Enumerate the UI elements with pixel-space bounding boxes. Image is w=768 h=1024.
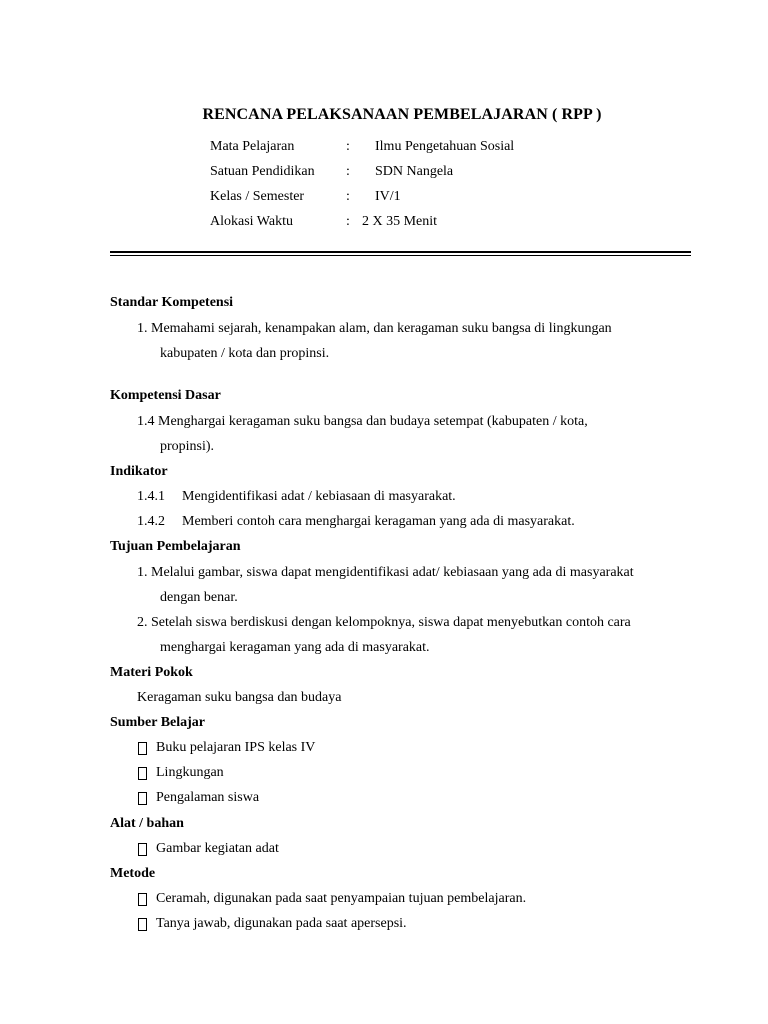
meta-value: 2 X 35 Menit [362, 214, 438, 229]
metode-item: Tanya jawab, digunakan pada saat apersepsi. [156, 916, 407, 931]
meta-table [210, 138, 610, 238]
section-heading-materi: Materi Pokok [110, 665, 193, 680]
meta-label: Mata Pelajaran [210, 139, 295, 154]
metode-item: Ceramah, digunakan pada saat penyampaian tujuan pembelajaran. [156, 891, 527, 906]
meta-row-class-semester [210, 188, 610, 213]
meta-value: SDN Nangela [375, 164, 454, 179]
bullet-icon [138, 742, 147, 755]
indikator-text: Memberi contoh cara menghargai keragaman yang ada di masyarakat. [182, 514, 575, 529]
meta-label: Alokasi Waktu [210, 214, 293, 229]
meta-colon: : [346, 214, 350, 229]
bullet-icon [138, 843, 147, 856]
indikator-text: Mengidentifikasi adat / kebiasaan di masyarakat. [182, 489, 456, 504]
indikator-number: 1.4.1 [137, 489, 165, 504]
tujuan-item-line: 1. Melalui gambar, siswa dapat mengidentifikasi adat/ kebiasaan yang ada di masyarakat [137, 565, 634, 580]
materi-text: Keragaman suku bangsa dan budaya [137, 690, 342, 705]
kompetensi-item-line: 1.4 Menghargai keragaman suku bangsa dan budaya setempat (kabupaten / kota, [137, 414, 588, 429]
indikator-number: 1.4.2 [137, 514, 165, 529]
section-heading-tujuan: Tujuan Pembelajaran [110, 539, 241, 554]
section-heading-kompetensi: Kompetensi Dasar [110, 388, 221, 403]
section-heading-standar: Standar Kompetensi [110, 295, 234, 310]
meta-label: Kelas / Semester [210, 189, 305, 204]
header-divider [110, 251, 691, 256]
section-heading-indikator: Indikator [110, 464, 168, 479]
bullet-icon [138, 792, 147, 805]
meta-colon: : [346, 164, 350, 179]
standar-item-line: kabupaten / kota dan propinsi. [160, 346, 330, 361]
section-heading-metode: Metode [110, 866, 156, 881]
tujuan-item-line: 2. Setelah siswa berdiskusi dengan kelompoknya, siswa dapat menyebutkan contoh cara [137, 615, 631, 630]
meta-row-subject [210, 138, 610, 163]
meta-row-time-allocation [210, 213, 610, 238]
bullet-icon [138, 893, 147, 906]
meta-value: Ilmu Pengetahuan Sosial [375, 139, 515, 154]
standar-item-line: 1. Memahami sejarah, kenampakan alam, dan keragaman suku bangsa di lingkungan [137, 321, 612, 336]
meta-colon: : [346, 189, 350, 204]
section-heading-alat: Alat / bahan [110, 816, 184, 831]
sumber-item: Pengalaman siswa [156, 790, 260, 805]
meta-row-school [210, 163, 610, 188]
kompetensi-item-line: propinsi). [160, 439, 215, 454]
document-title: RENCANA PELAKSANAAN PEMBELAJARAN ( RPP ) [202, 106, 602, 123]
meta-label: Satuan Pendidikan [210, 164, 315, 179]
meta-value: IV/1 [375, 189, 401, 204]
section-heading-sumber: Sumber Belajar [110, 715, 206, 730]
bullet-icon [138, 918, 147, 931]
bullet-icon [138, 767, 147, 780]
tujuan-item-line: dengan benar. [160, 590, 238, 605]
meta-colon: : [346, 139, 350, 154]
sumber-item: Buku pelajaran IPS kelas IV [156, 740, 316, 755]
tujuan-item-line: menghargai keragaman yang ada di masyarakat. [160, 640, 430, 655]
sumber-item: Lingkungan [156, 765, 224, 780]
alat-item: Gambar kegiatan adat [156, 841, 279, 856]
